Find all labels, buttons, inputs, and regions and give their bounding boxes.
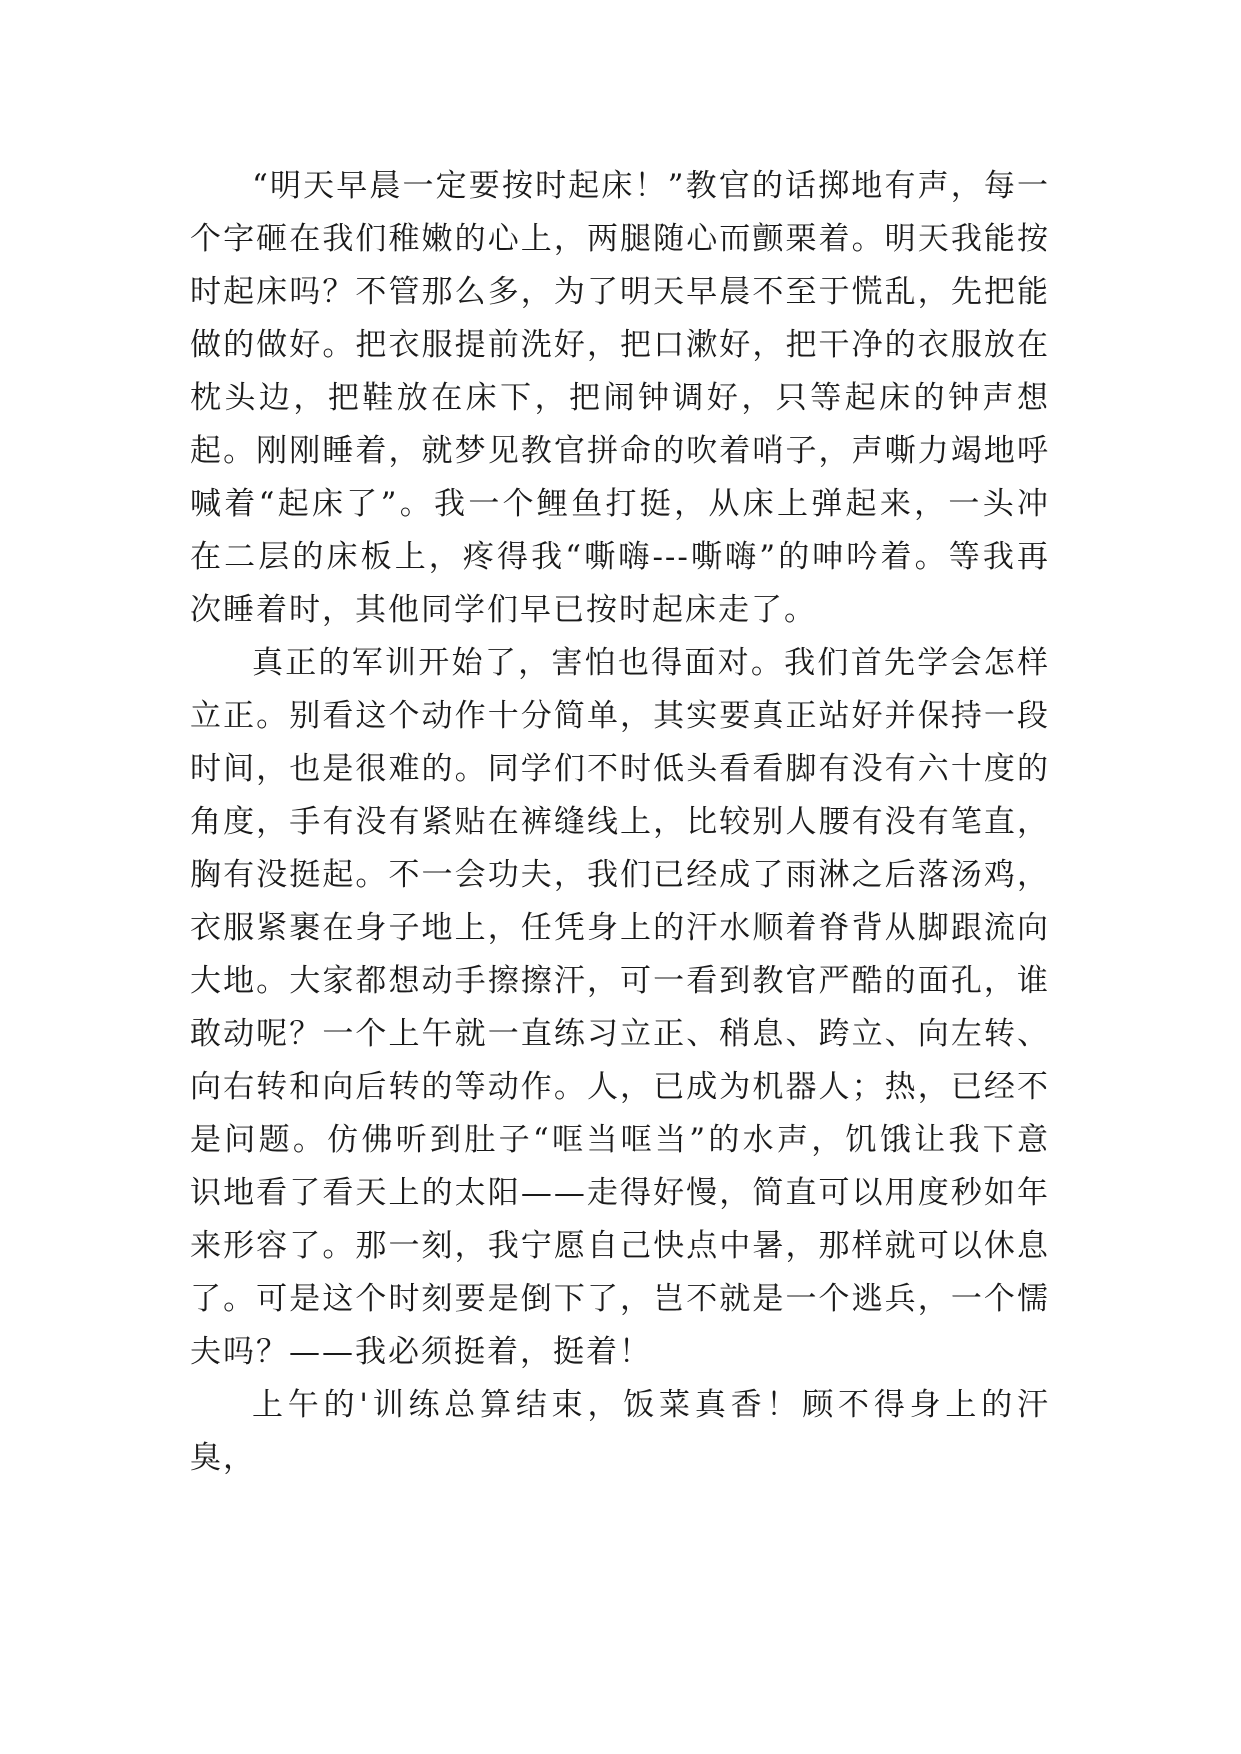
- paragraph-2: 真正的军训开始了，害怕也得面对。我们首先学会怎样立正。别看这个动作十分简单，其实要真正站好并保持一段时间，也是很难的。同学们不时低头看看脚有没有六十度的角度，手有没有紧贴在裤缝线上，比较别人腰有没有笔直，胸有没挺起。不一会功夫，我们已经成了雨淋之后落汤鸡，衣服紧裹在身子地上，任凭身上的汗水顺着脊背从脚跟流向大地。大家都想动手擦擦汗，可一看到教官严酷的面孔，谁敢动呢？一个上午就一直练习立正、稍息、跨立、向左转、向右转和向后转的等动作。人，已成为机器人；热，已经不是问题。仿佛听到肚子“哐当哐当”的水声，饥饿让我下意识地看了看天上的太阳——走得好慢，简直可以用度秒如年来形容了。那一刻，我宁愿自己快点中暑，那样就可以休息了。可是这个时刻要是倒下了，岂不就是一个逃兵，一个懦夫吗？——我必须挺着，挺着！: [190, 645, 1050, 1370]
- body-text: [190, 160, 1050, 1485]
- paragraph-1: “明天早晨一定要按时起床！”教官的话掷地有声，每一个字砸在我们稚嫩的心上，两腿随心而颤栗着。明天我能按时起床吗？不管那么多，为了明天早晨不至于慌乱，先把能做的做好。把衣服提前洗好，把口漱好，把干净的衣服放在枕头边，把鞋放在床下，把闹钟调好，只等起床的钟声想起。刚刚睡着，就梦见教官拼命的吹着哨子，声嘶力竭地呼喊着“起床了”。我一个鲤鱼打挺，从床上弹起来，一头冲在二层的床板上，疼得我“嘶嗨---嘶嗨”的呻吟着。等我再次睡着时，其他同学们早已按时起床走了。: [190, 168, 1050, 628]
- paragraph-3: 上午的'训练总算结束，饭菜真香！顾不得身上的汗臭，: [190, 1387, 1050, 1476]
